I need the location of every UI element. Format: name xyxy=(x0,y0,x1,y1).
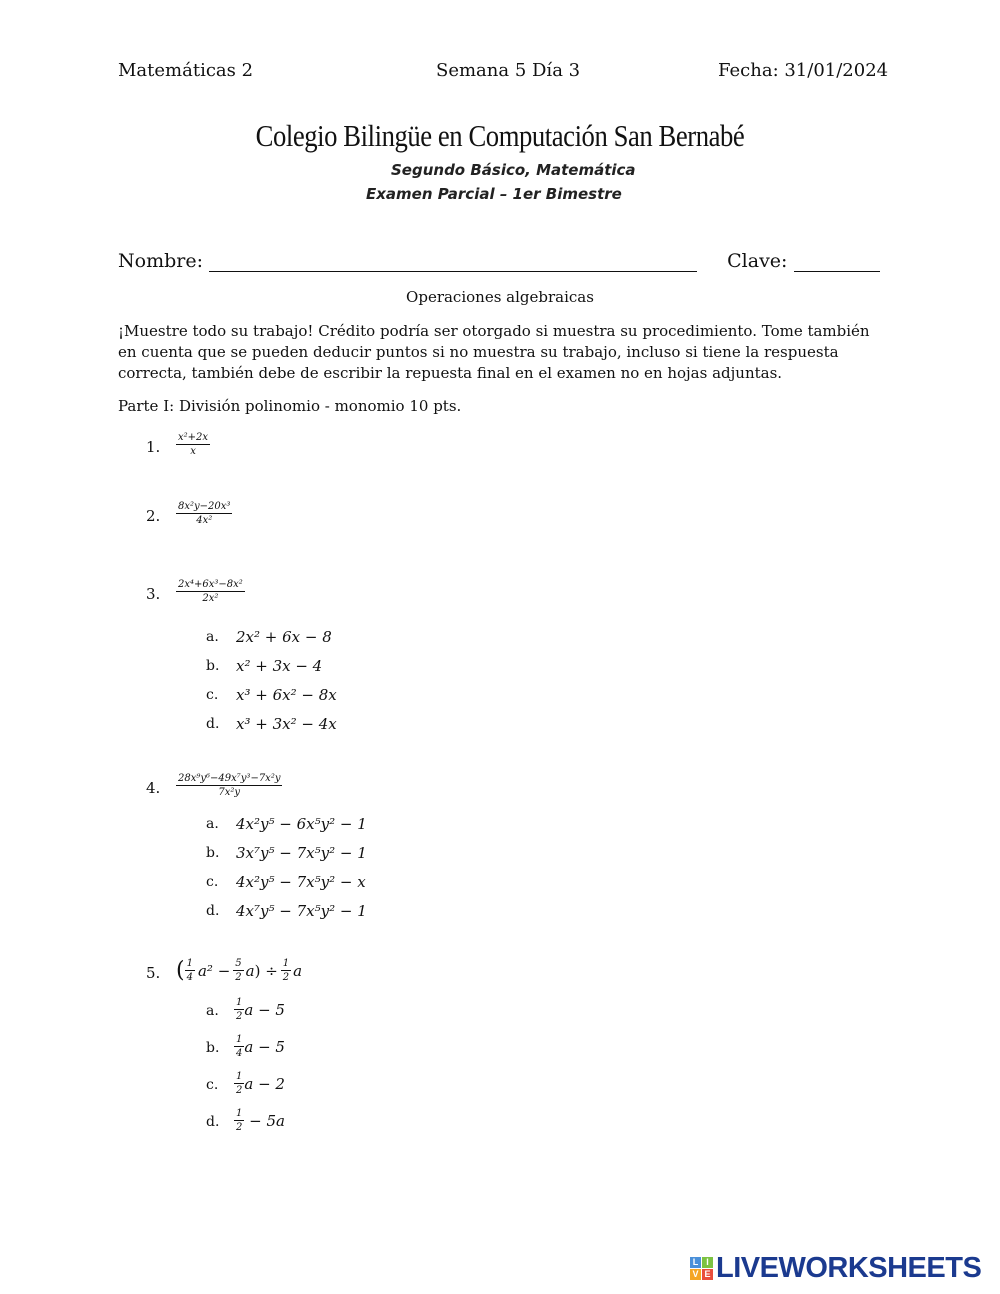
q4-numerator: 28x⁹y⁶−49x⁷y³−7x²y xyxy=(178,773,281,784)
code-label: Clave: xyxy=(727,250,788,272)
q5-option-b-den: 4 xyxy=(236,1048,243,1059)
grade-subtitle: Segundo Básico, Matemática xyxy=(391,161,636,179)
logo-icon-v: V xyxy=(690,1269,701,1280)
q5-option-a-frac xyxy=(234,997,244,1022)
q5-frac1-num: 1 xyxy=(186,958,193,969)
topic-title: Operaciones algebraicas xyxy=(406,288,594,306)
q5-frac2-num: 5 xyxy=(235,958,242,969)
liveworksheets-logo[interactable] xyxy=(690,1252,981,1285)
liveworksheets-logo-icon xyxy=(690,1257,713,1280)
week-label: Semana 5 Día 3 xyxy=(436,60,581,81)
q5-frac2-den: 2 xyxy=(235,972,242,983)
q5-option-c[interactable] xyxy=(234,1071,285,1096)
q5-number: 5. xyxy=(146,964,161,982)
q5-frac1-den: 4 xyxy=(186,972,193,983)
q5-option-c-text: a − 2 xyxy=(244,1074,285,1093)
code-field[interactable] xyxy=(794,253,880,272)
q4-number: 4. xyxy=(146,779,161,797)
q4-option-b[interactable]: 3x⁷y⁵ − 7x⁵y² − 1 xyxy=(236,844,367,862)
q5-frac1 xyxy=(185,958,195,983)
q4-option-d[interactable]: 4x⁷y⁵ − 7x⁵y² − 1 xyxy=(236,902,367,920)
q5-option-d-num: 1 xyxy=(236,1108,243,1119)
q1-number: 1. xyxy=(146,438,161,456)
q5-open-paren: ( xyxy=(176,958,185,983)
q5-option-d[interactable] xyxy=(234,1108,285,1133)
q5-option-c-den: 2 xyxy=(236,1085,243,1096)
q1-fraction xyxy=(176,432,210,457)
q5-option-d-label: d. xyxy=(206,1114,220,1130)
q3-option-d-label: d. xyxy=(206,716,220,732)
q2-denominator: 4x² xyxy=(196,515,213,526)
q4-option-c-label: c. xyxy=(206,874,219,890)
q5-option-b[interactable] xyxy=(234,1034,285,1059)
q5-option-a-label: a. xyxy=(206,1003,219,1019)
q3-option-d[interactable]: x³ + 3x² − 4x xyxy=(236,715,337,733)
q5-option-b-frac xyxy=(234,1034,244,1059)
q5-close-divide: ) ÷ xyxy=(254,961,278,980)
q5-option-d-frac xyxy=(234,1108,244,1133)
q5-term1: a² − xyxy=(197,961,231,980)
logo-icon-e: E xyxy=(702,1269,713,1280)
q3-option-a-label: a. xyxy=(206,629,219,645)
q1-denominator: x xyxy=(190,446,196,457)
q5-option-b-text: a − 5 xyxy=(244,1037,285,1056)
date-label: Fecha: 31/01/2024 xyxy=(718,60,889,81)
q4-option-c[interactable]: 4x²y⁵ − 7x⁵y² − x xyxy=(236,873,366,891)
logo-icon-i: I xyxy=(702,1257,713,1268)
q5-option-a-den: 2 xyxy=(236,1011,243,1022)
q5-option-d-text: − 5a xyxy=(244,1111,285,1130)
instructions: ¡Muestre todo su trabajo! Crédito podría ser otorgado si muestra su procedimiento. Tome también en cuenta que se pueden deducir puntos si no muestra su trabajo, incluso si tiene la respuesta correcta, también debe de escribir la repuesta final en el examen no en hojas adjuntas. xyxy=(118,322,870,382)
q3-option-a[interactable]: 2x² + 6x − 8 xyxy=(236,628,332,646)
q5-option-b-num: 1 xyxy=(236,1034,243,1045)
q5-frac3-den: 2 xyxy=(282,972,290,983)
school-name: Colegio Bilingüe en Computación San Bernabé xyxy=(255,118,745,153)
q4-denominator: 7x²y xyxy=(218,787,241,798)
q4-option-a-label: a. xyxy=(206,816,219,832)
q5-option-c-num: 1 xyxy=(236,1071,243,1082)
q3-option-c-label: c. xyxy=(206,687,219,703)
q5-option-a-num: 1 xyxy=(236,997,243,1008)
q5-frac3-num: 1 xyxy=(282,958,290,969)
q5-term3: a xyxy=(293,961,303,980)
q5-term2: a xyxy=(245,961,255,980)
q5-option-d-den: 2 xyxy=(236,1122,243,1133)
q5-option-a[interactable] xyxy=(234,997,285,1022)
q3-number: 3. xyxy=(146,585,161,603)
q3-option-b[interactable]: x² + 3x − 4 xyxy=(236,657,323,675)
q5-expression xyxy=(176,958,302,983)
liveworksheets-logo-text: LIVEWORKSHEETS xyxy=(716,1252,982,1284)
q4-option-b-label: b. xyxy=(206,845,220,861)
subject-label: Matemáticas 2 xyxy=(118,60,254,81)
q2-fraction xyxy=(176,501,232,526)
student-info-row xyxy=(118,250,880,272)
q5-option-a-text: a − 5 xyxy=(244,1000,285,1019)
q3-fraction xyxy=(176,579,245,604)
q3-option-b-label: b. xyxy=(206,658,220,674)
name-label: Nombre: xyxy=(118,250,203,272)
q3-numerator: 2x⁴+6x³−8x² xyxy=(178,579,243,590)
q4-fraction xyxy=(176,773,282,798)
q3-denominator: 2x² xyxy=(202,593,219,604)
q5-option-c-label: c. xyxy=(206,1077,219,1093)
q2-numerator: 8x²y−20x³ xyxy=(178,501,231,512)
q5-frac2 xyxy=(233,958,243,983)
q5-option-b-label: b. xyxy=(206,1040,220,1056)
q3-option-c[interactable]: x³ + 6x² − 8x xyxy=(236,686,337,704)
name-field[interactable] xyxy=(209,253,697,272)
q5-option-c-frac xyxy=(234,1071,244,1096)
q4-option-a[interactable]: 4x²y⁵ − 6x⁵y² − 1 xyxy=(236,815,367,833)
q2-number: 2. xyxy=(146,507,161,525)
q4-option-d-label: d. xyxy=(206,903,220,919)
exam-subtitle: Examen Parcial – 1er Bimestre xyxy=(366,185,622,203)
part1-title: Parte I: División polinomio - monomio 10 pts. xyxy=(118,397,462,415)
logo-icon-l: L xyxy=(690,1257,701,1268)
q1-numerator: x²+2x xyxy=(178,432,209,443)
q5-frac3 xyxy=(281,958,291,983)
